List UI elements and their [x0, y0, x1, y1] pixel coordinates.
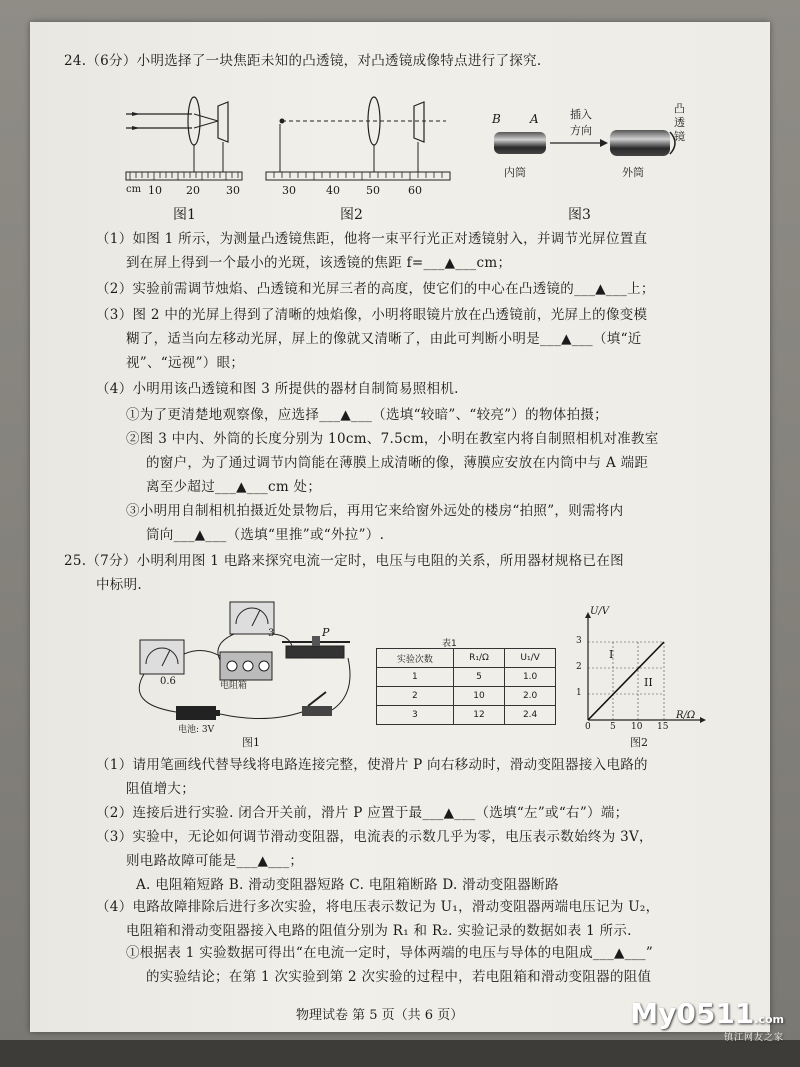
fig2-tick-30: 30: [282, 184, 296, 197]
table-cell: 2.4: [505, 706, 556, 725]
table-header-cell: U₁/V: [505, 649, 556, 668]
q24-line: 的窗户，为了通过调节内筒能在薄膜上成清晰的像，薄膜应安放在内筒中与 A 端距: [146, 455, 649, 471]
watermark-subtitle: 镇江网友之家: [723, 1033, 784, 1043]
q25-line: （4）电路故障排除后进行多次实验，将电压表示数记为 U₁，滑动变阻器两端电压记为 U₂，: [96, 899, 660, 915]
watermark-brand: My0511: [630, 997, 755, 1030]
graph-xtick: 15: [657, 722, 669, 732]
table-row: [377, 687, 556, 706]
q24-line: 糊了，适当向左移动光屏，屏上的像就又清晰了，由此可判断小明是___▲___（填“近: [126, 331, 642, 347]
q25-line: 则电路故障可能是___▲___；: [126, 853, 304, 869]
graph-region-2: II: [644, 676, 653, 689]
q25-line: 的实验结论；在第 1 次实验到第 2 次实验的过程中，若电阻箱和滑动变阻器的阻值: [146, 969, 652, 985]
fig3-label-outer: 外筒: [622, 166, 644, 179]
fig1-tick-30: 30: [226, 184, 240, 197]
table-header-cell: R₁/Ω: [453, 649, 504, 668]
page-footer: 物理试卷 第 5 页（共 6 页）: [296, 1008, 464, 1023]
q24-line: （1）如图 1 所示，为测量凸透镜焦距，他将一束平行光正对透镜射入，并调节光屏位置直: [96, 231, 648, 247]
q24-line: （4）小明用该凸透镜和图 3 所提供的器材自制简易照相机.: [96, 381, 459, 397]
fig1-caption: 图1: [173, 207, 196, 223]
q24-line: 离至少超过___▲___cm 处；: [146, 479, 322, 495]
fig2-tick-40: 40: [326, 184, 340, 197]
q25-line: ①根据表 1 实验数据可得出“在电流一定时，导体两端的电压与导体的电阻成___▲___”: [126, 945, 654, 961]
graph-ytick: 1: [576, 688, 582, 698]
fig3-label-b: B: [492, 112, 501, 126]
circuit-label-3: 3: [268, 628, 275, 639]
q25-header: 25.（7分）小明利用图 1 电路来探究电流一定时，电压与电阻的关系，所用器材规格已在图: [64, 553, 624, 569]
graph-region-1: I: [609, 648, 614, 661]
table-row: [377, 706, 556, 725]
q25-line: 阻值增大；: [126, 781, 195, 797]
fig2-caption: 图2: [340, 207, 363, 223]
circuit-caption: 图1: [242, 736, 260, 749]
circuit-label-p: P: [322, 626, 330, 639]
fig3-label-lens: 凸透镜: [674, 102, 685, 143]
q25-line: （1）请用笔画线代替导线将电路连接完整，使滑片 P 向右移动时，滑动变阻器接入电路的: [96, 757, 648, 773]
q25-line: （3）实验中，无论如何调节滑动变阻器，电流表的示数几乎为零，电压表示数始终为 3V，: [96, 829, 653, 845]
graph-ylabel: U/V: [590, 606, 610, 617]
graph-xtick: 0: [585, 722, 591, 732]
graph-xtick: 5: [610, 722, 616, 732]
table-cell: 5: [453, 668, 504, 687]
q25-header-cont: 中标明.: [96, 577, 142, 593]
q24-line: ②图 3 中内、外筒的长度分别为 10cm、7.5cm，小明在教室内将自制照相机对准教室: [126, 431, 659, 447]
q24-line: （2）实验前需调节烛焰、凸透镜和光屏三者的高度，使它们的中心在凸透镜的___▲___上；: [96, 281, 655, 297]
q25-options: A. 电阻箱短路 B. 滑动变阻器短路 C. 电阻箱断路 D. 滑动变阻器断路: [136, 877, 559, 893]
watermark-logo: [630, 997, 784, 1043]
table-cell: 10: [453, 687, 504, 706]
fig1-tick-20: 20: [186, 184, 200, 197]
fig3-caption: 图3: [568, 207, 591, 223]
fig1-tick-cm: cm: [126, 184, 142, 195]
q24-line: （3）图 2 中的光屏上得到了清晰的烛焰像，小明将眼镜片放在凸透镜前，光屏上的像变模: [96, 307, 648, 323]
table-header-cell: 实验次数: [377, 649, 454, 668]
fig2-tick-60: 60: [408, 184, 422, 197]
q24-line: 视”、“远视”）眼；: [126, 355, 245, 371]
q25-line: 电阻箱和滑动变阻器接入电路的阻值分别为 R₁ 和 R₂. 实验记录的数据如表 1 所示.: [126, 923, 632, 939]
table-cell: 12: [453, 706, 504, 725]
fig3-label-a: A: [530, 112, 539, 126]
fig3-label-insert: 插入: [570, 108, 592, 121]
table1-title: 表1: [442, 639, 457, 649]
circuit-label-box: 电阻箱: [220, 681, 248, 691]
table-cell: 2: [377, 687, 454, 706]
graph-caption: 图2: [630, 736, 648, 749]
circuit-diagram: [116, 594, 366, 734]
table-row: [377, 668, 556, 687]
graph-ytick: 3: [576, 636, 582, 646]
graph-xlabel: R/Ω: [676, 710, 696, 721]
graph-xtick: 10: [631, 722, 643, 732]
circuit-label-battery: 电池: 3V: [178, 725, 215, 735]
q24-line: ①为了更清楚地观察像，应选择___▲___（选填“较暗”、“较亮”）的物体拍摄；: [126, 407, 608, 423]
circuit-label-06: 0.6: [160, 676, 176, 687]
table-cell: 1: [377, 668, 454, 687]
table-cell: 1.0: [505, 668, 556, 687]
table-1: [376, 648, 556, 725]
q24-line: 到在屏上得到一个最小的光斑，该透镜的焦距 f=___▲___cm；: [126, 255, 512, 271]
table-cell: 2.0: [505, 687, 556, 706]
fig2-tick-50: 50: [366, 184, 380, 197]
table-header-row: [377, 649, 556, 668]
exam-page: [30, 22, 770, 1032]
graph-ytick: 2: [576, 662, 582, 672]
fig3-label-direction: 方向: [570, 124, 592, 137]
photo-bottom-strip: [0, 1040, 800, 1067]
q24-line: 筒向___▲___（选填“里推”或“外拉”）.: [146, 527, 385, 543]
q25-line: （2）连接后进行实验. 闭合开关前，滑片 P 应置于最___▲___（选填“左”或“右”）端；: [96, 805, 629, 821]
table-cell: 3: [377, 706, 454, 725]
q24-header: 24.（6分）小明选择了一块焦距未知的凸透镜，对凸透镜成像特点进行了探究.: [64, 53, 542, 69]
watermark-suffix: .com: [754, 1013, 784, 1026]
fig3-label-inner: 内筒: [504, 166, 526, 179]
q24-line: ③小明用自制相机拍摄近处景物后，再用它来给窗外远处的楼房“拍照”，则需将内: [126, 503, 624, 519]
fig1-tick-10: 10: [148, 184, 162, 197]
